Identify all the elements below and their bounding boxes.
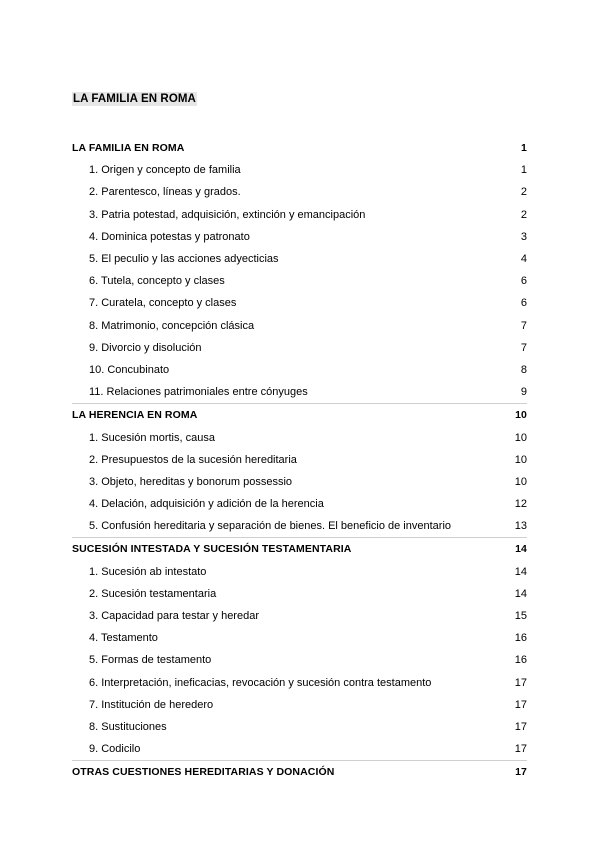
toc-item-label: 3. Patria potestad, adquisición, extinción y emancipación [89, 208, 366, 221]
toc-page-number: 2 [520, 208, 527, 221]
toc-page-number: 2 [520, 186, 527, 199]
toc-item-label: 3. Capacidad para testar y heredar [89, 610, 259, 623]
toc-item-label: 1. Origen y concepto de familia [89, 164, 241, 177]
toc-item-row[interactable] [72, 627, 527, 649]
toc-page-number: 10 [514, 453, 527, 466]
toc-page-number: 17 [514, 743, 527, 756]
toc-page-number: 7 [520, 341, 527, 354]
toc-item-label: 10. Concubinato [89, 363, 170, 376]
toc-item-label: 3. Objeto, hereditas y bonorum possessio [89, 475, 293, 488]
toc-page-number: 10 [514, 475, 527, 488]
toc-item-label: 11. Relaciones patrimoniales entre cónyuges [89, 386, 308, 399]
toc-item-row[interactable] [72, 226, 527, 248]
toc-item-row[interactable] [72, 381, 527, 403]
toc-item-row[interactable] [72, 270, 527, 292]
document-title: LA FAMILIA EN ROMA [73, 93, 196, 105]
toc-item-row[interactable] [72, 649, 527, 671]
toc-page-number: 4 [520, 253, 527, 266]
toc-item-row[interactable] [72, 449, 527, 471]
toc-item-row[interactable] [72, 359, 527, 381]
toc-item-row[interactable] [72, 426, 527, 448]
toc-page-number: 6 [520, 275, 527, 288]
toc-item-label: 4. Testamento [89, 632, 158, 645]
toc-item-label: 1. Sucesión ab intestato [89, 565, 207, 578]
toc-page-number: 14 [514, 587, 527, 600]
toc-section-row[interactable] [72, 537, 527, 560]
toc-item-row[interactable] [72, 248, 527, 270]
toc-page-number: 8 [520, 363, 527, 376]
toc-section-row[interactable] [72, 760, 527, 783]
toc-section-label: OTRAS CUESTIONES HEREDITARIAS Y DONACIÓN [72, 766, 335, 779]
toc-page-number: 17 [514, 676, 527, 689]
toc-item-row[interactable] [72, 716, 527, 738]
toc-item-label: 2. Presupuestos de la sucesión hereditaria [89, 453, 297, 466]
toc-item-label: 2. Sucesión testamentaria [89, 587, 217, 600]
toc-item-row[interactable] [72, 672, 527, 694]
toc-page-number: 17 [514, 698, 527, 711]
toc-item-row[interactable] [72, 159, 527, 181]
toc-page-number: 14 [515, 543, 527, 556]
toc-page-number: 10 [514, 431, 527, 444]
toc-item-label: 5. Formas de testamento [89, 654, 212, 667]
toc-item-label: 9. Divorcio y disolución [89, 341, 202, 354]
toc-page-number: 10 [515, 409, 527, 422]
toc-item-row[interactable] [72, 605, 527, 627]
toc-item-row[interactable] [72, 493, 527, 515]
toc-item-row[interactable] [72, 561, 527, 583]
toc-item-label: 7. Institución de heredero [89, 698, 214, 711]
toc-page-number: 12 [514, 498, 527, 511]
toc-item-row[interactable] [72, 515, 527, 537]
toc-section-label: SUCESIÓN INTESTADA Y SUCESIÓN TESTAMENTARIA [72, 543, 352, 556]
toc-item-label: 6. Tutela, concepto y clases [89, 275, 225, 288]
toc-page-number: 9 [520, 386, 527, 399]
toc-item-row[interactable] [72, 738, 527, 760]
toc-page-number: 7 [520, 319, 527, 332]
toc-section-label: LA HERENCIA EN ROMA [72, 409, 198, 422]
toc-section-row[interactable] [72, 137, 527, 159]
toc-page-number: 16 [514, 632, 527, 645]
toc-item-row[interactable] [72, 292, 527, 314]
toc-item-label: 1. Sucesión mortis, causa [89, 431, 215, 444]
toc-item-row[interactable] [72, 204, 527, 226]
toc-item-label: 9. Codicilo [89, 743, 141, 756]
table-of-contents [72, 137, 527, 783]
toc-page-number: 3 [520, 230, 527, 243]
toc-page-number: 1 [520, 164, 527, 177]
toc-item-label: 8. Sustituciones [89, 720, 167, 733]
toc-item-label: 8. Matrimonio, concepción clásica [89, 319, 255, 332]
toc-section-row[interactable] [72, 403, 527, 426]
toc-item-label: 4. Delación, adquisición y adición de la herencia [89, 498, 324, 511]
toc-page-number: 1 [521, 142, 527, 155]
toc-page-number: 14 [514, 565, 527, 578]
toc-item-label: 4. Dominica potestas y patronato [89, 230, 250, 243]
toc-item-row[interactable] [72, 694, 527, 716]
toc-page-number: 13 [514, 520, 527, 533]
toc-page-number: 6 [520, 297, 527, 310]
toc-page-number: 17 [515, 766, 527, 779]
toc-item-label: 6. Interpretación, ineficacias, revocación y sucesión contra testamento [89, 676, 432, 689]
toc-page-number: 17 [514, 720, 527, 733]
toc-item-row[interactable] [72, 337, 527, 359]
toc-page-number: 16 [514, 654, 527, 667]
toc-item-row[interactable] [72, 181, 527, 203]
toc-item-row[interactable] [72, 583, 527, 605]
toc-page-number: 15 [514, 610, 527, 623]
toc-item-row[interactable] [72, 315, 527, 337]
toc-item-label: 2. Parentesco, líneas y grados. [89, 186, 241, 199]
toc-item-label: 5. Confusión hereditaria y separación de bienes. El beneficio de inventario [89, 520, 452, 533]
toc-section-label: LA FAMILIA EN ROMA [72, 142, 185, 155]
toc-item-label: 7. Curatela, concepto y clases [89, 297, 237, 310]
toc-item-row[interactable] [72, 471, 527, 493]
toc-item-label: 5. El peculio y las acciones adyecticias [89, 253, 279, 266]
